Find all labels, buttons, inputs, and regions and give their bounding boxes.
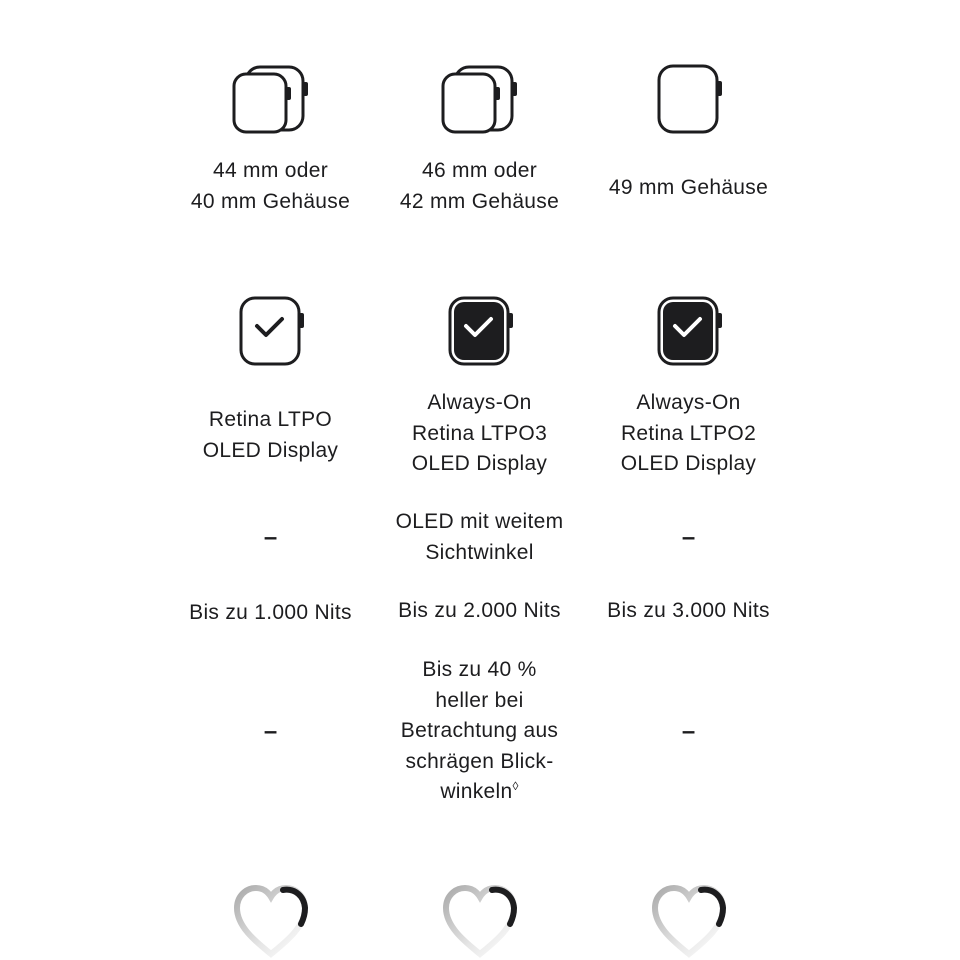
heart-sensor-icon: [584, 882, 793, 960]
brightness-value: Bis zu 3.000 Nits: [607, 599, 770, 622]
brightness-value: Bis zu 2.000 Nits: [398, 599, 561, 622]
single-watch-case-icon: [584, 64, 793, 136]
watch-display-always-on-icon: [375, 296, 584, 368]
case-size-label: 46 mm oder 42 mm Gehäuse: [399, 159, 560, 213]
watch-display-always-on-icon: [584, 296, 793, 368]
display-type-label: Retina LTPO OLED Display: [202, 408, 339, 462]
case-size-label: 49 mm Gehäuse: [608, 176, 769, 199]
heart-sensor-icon: [166, 882, 375, 960]
case-size-label: 44 mm oder 40 mm Gehäuse: [190, 159, 351, 213]
watch-display-outline-icon: [166, 296, 375, 368]
display-type-label: Always-On Retina LTPO3 OLED Display: [411, 391, 548, 475]
wide-angle-brightness-value: Bis zu 40 % heller bei Betrachtung aus schrägen Blick- winkeln◊: [400, 658, 559, 803]
heart-sensor-icon: [375, 882, 584, 960]
footnote-marker[interactable]: ◊: [512, 779, 519, 793]
dual-watch-case-icon: [375, 64, 584, 136]
viewing-angle-value: –: [681, 524, 696, 551]
display-type-label: Always-On Retina LTPO2 OLED Display: [620, 391, 757, 475]
viewing-angle-value: OLED mit weitem Sichtwinkel: [395, 510, 564, 564]
brightness-value: Bis zu 1.000 Nits: [189, 601, 352, 624]
viewing-angle-value: –: [263, 524, 278, 551]
wide-angle-brightness-value: –: [681, 718, 696, 745]
dual-watch-case-icon: [166, 64, 375, 136]
wide-angle-brightness-value: –: [263, 718, 278, 745]
